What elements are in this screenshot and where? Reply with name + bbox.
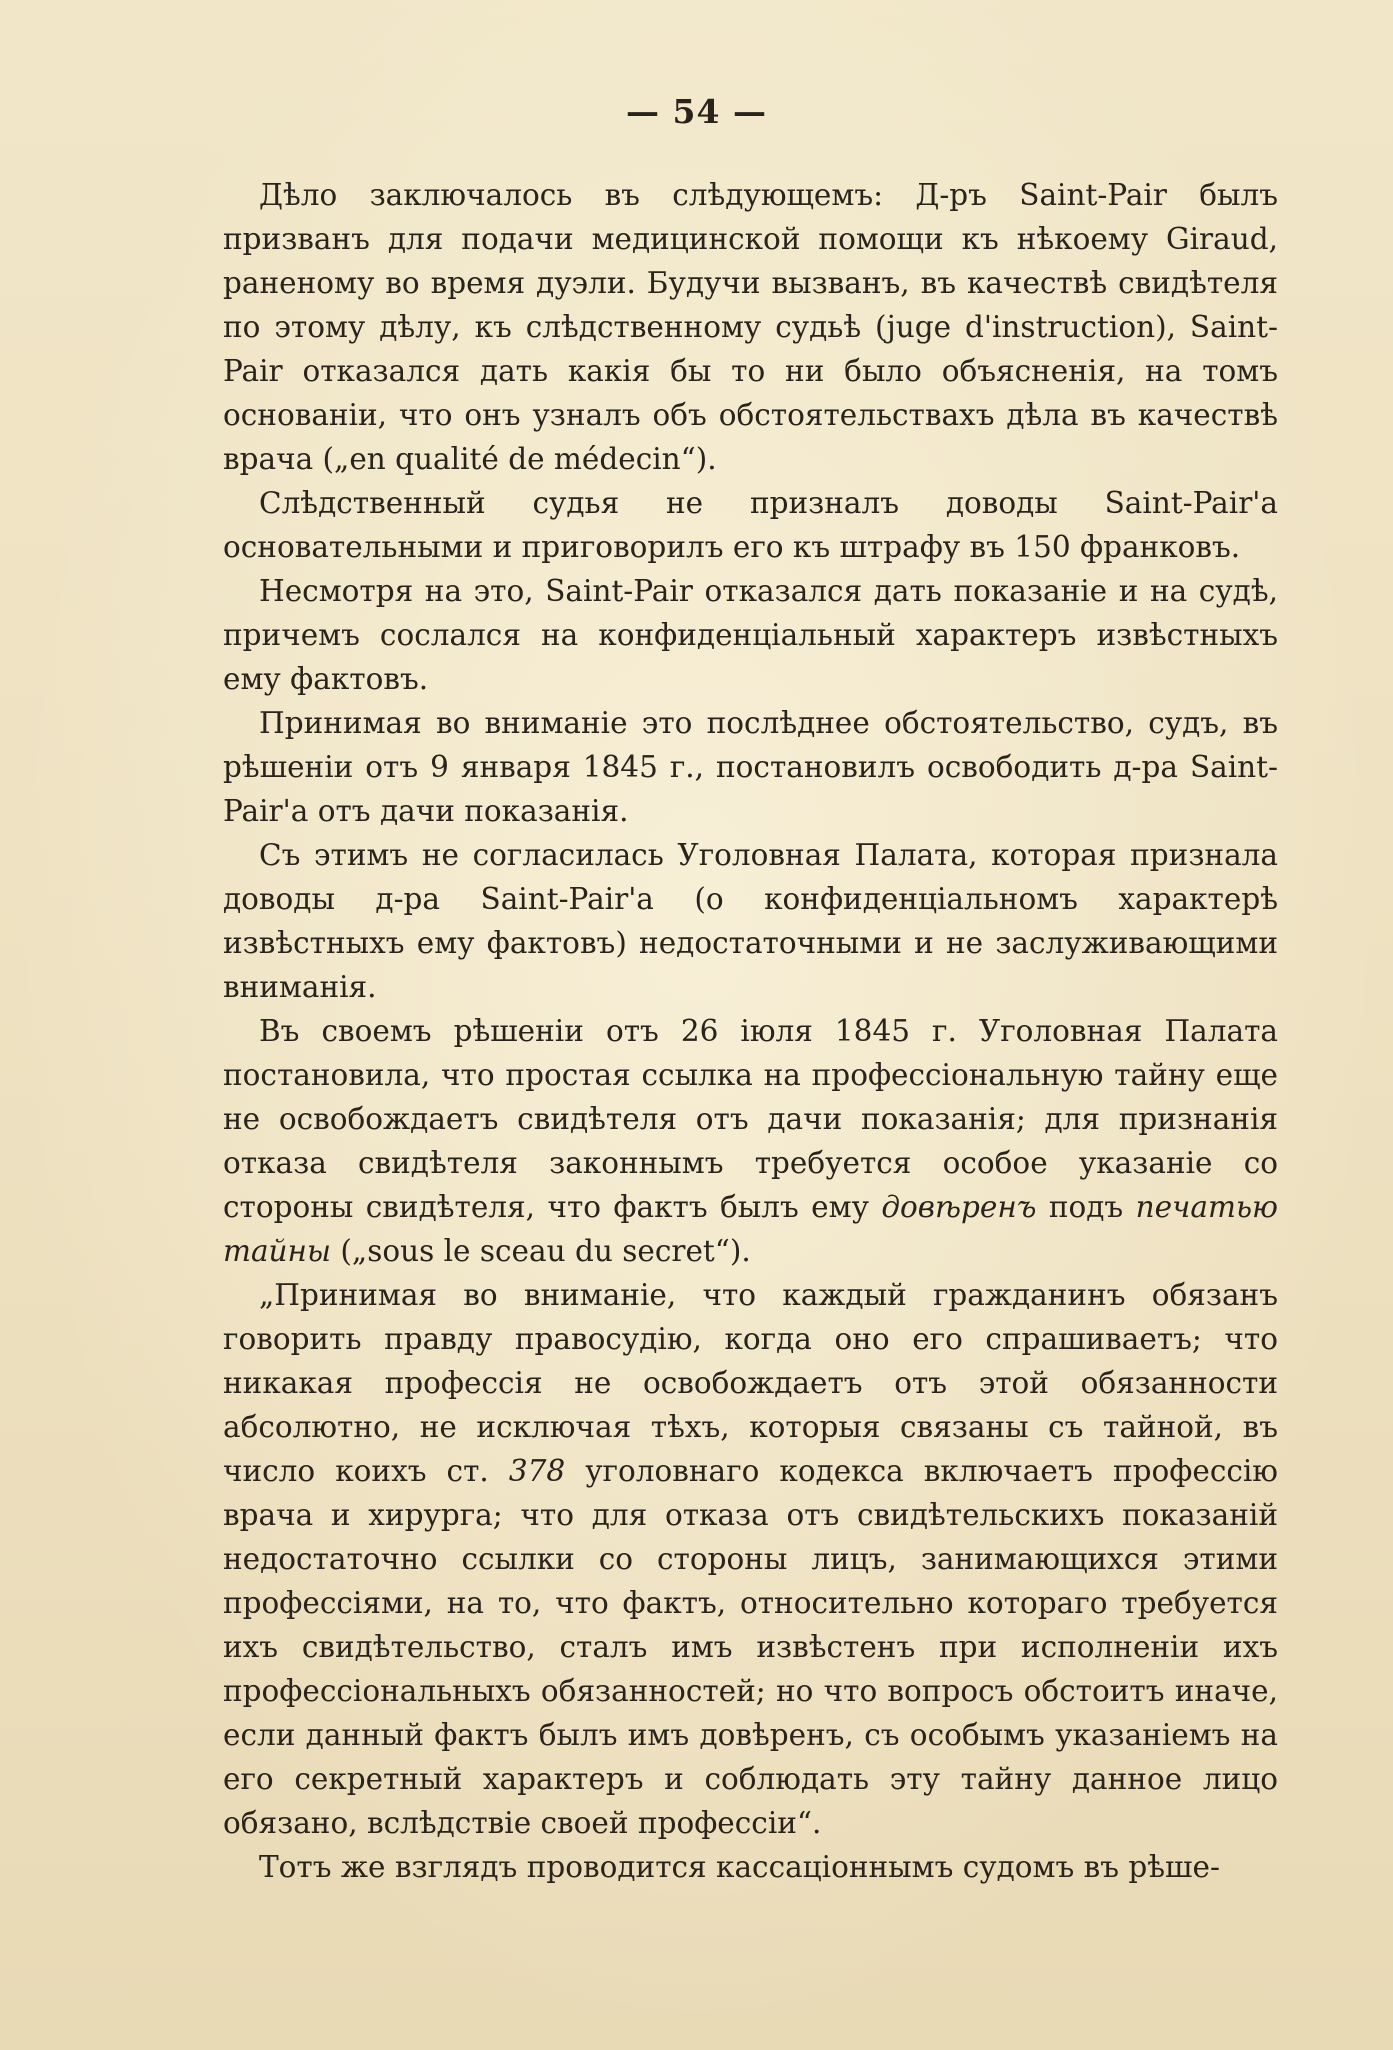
paragraph-5 [223,833,1278,1009]
text-run: Несмотря на это, Saint-Pair отказался дать показаніе и на судѣ, причемъ сослался на конфиденціальный характеръ извѣстныхъ ему фактовъ. [223,574,1278,696]
text-run: „Принимая во вниманіе, что каждый гражданинъ обязанъ говорить правду правосудію, когда оно его спрашиваетъ; что никакая профессія не освобождаетъ отъ этой обязанности абсолютно, не исключая тѣхъ, которыя связаны съ тайной, въ число коихъ ст. [223,1278,1278,1488]
italic-text-run: довѣренъ [881,1190,1037,1224]
text-run: Слѣдственный судья не призналъ доводы Saint-Pair'а основательными и приговорилъ его къ штрафу въ 150 франковъ. [223,486,1278,564]
text-run: уголовнаго кодекса включаетъ профессію врача и хирурга; что для отказа отъ свидѣтельскихъ показаній недостаточно ссылки со стороны лицъ, занимающихся этими профессіями, на то, что фактъ, относительно котораго требуется ихъ свидѣтельство, сталъ имъ извѣстенъ при исполненіи ихъ профессіональныхъ обязанностей; но что вопросъ обстоитъ иначе, если данный фактъ былъ имъ довѣренъ, съ особымъ указаніемъ на его секретный характеръ и соблюдать эту тайну данное лицо обязано, вслѣдствіе своей профессіи“. [223,1454,1278,1840]
text-run: Дѣло заключалось въ слѣдующемъ: Д-ръ Saint-Pair былъ призванъ для подачи медицинской помощи къ нѣкоему Giraud, раненому во время дуэли. Будучи вызванъ, въ качествѣ свидѣтеля по этому дѣлу, къ слѣдственному судьѣ (juge d'instruction), Saint-Pair отказался дать какія бы то ни было объясненія, на томъ основаніи, что онъ узналъ объ обстоятельствахъ дѣла въ качествѣ врача („en qualité de médecin“). [223,178,1278,476]
paragraph-7 [223,1273,1278,1845]
text-run: Въ своемъ рѣшеніи отъ 26 іюля 1845 г. Уголовная Палата постановила, что простая ссылка на профессіональную тайну еще не освобождаетъ свидѣтеля отъ дачи показанія; для признанія отказа свидѣтеля законнымъ требуется особое указаніе со стороны свидѣтеля, что фактъ былъ ему [223,1014,1278,1224]
paragraph-8 [223,1845,1278,1889]
paragraph-1 [223,173,1278,481]
body-text [223,173,1278,1889]
paragraph-4 [223,701,1278,833]
italic-text-run: 378 [508,1454,566,1488]
text-run: („sous le sceau du secret“). [331,1234,751,1268]
italic-text-run: печатью тайны [223,1190,1278,1268]
text-run: Принимая во вниманіе это послѣднее обстоятельство, судъ, въ рѣшеніи отъ 9 января 1845 г., постановилъ освободить д-ра Saint-Pair'а отъ дачи показанія. [223,706,1278,828]
paragraph-3 [223,569,1278,701]
page-number: — 54 — [626,92,767,131]
text-run: Тотъ же взглядъ проводится кассаціоннымъ судомъ въ рѣше- [259,1850,1220,1884]
paragraph-2 [223,481,1278,569]
text-run: подъ [1036,1190,1136,1224]
paragraph-6 [223,1009,1278,1273]
text-run: Съ этимъ не согласилась Уголовная Палата, которая признала доводы д-ра Saint-Pair'а (о конфиденціальномъ характерѣ извѣстныхъ ему фактовъ) недостаточными и не заслуживающими вниманія. [223,838,1278,1004]
